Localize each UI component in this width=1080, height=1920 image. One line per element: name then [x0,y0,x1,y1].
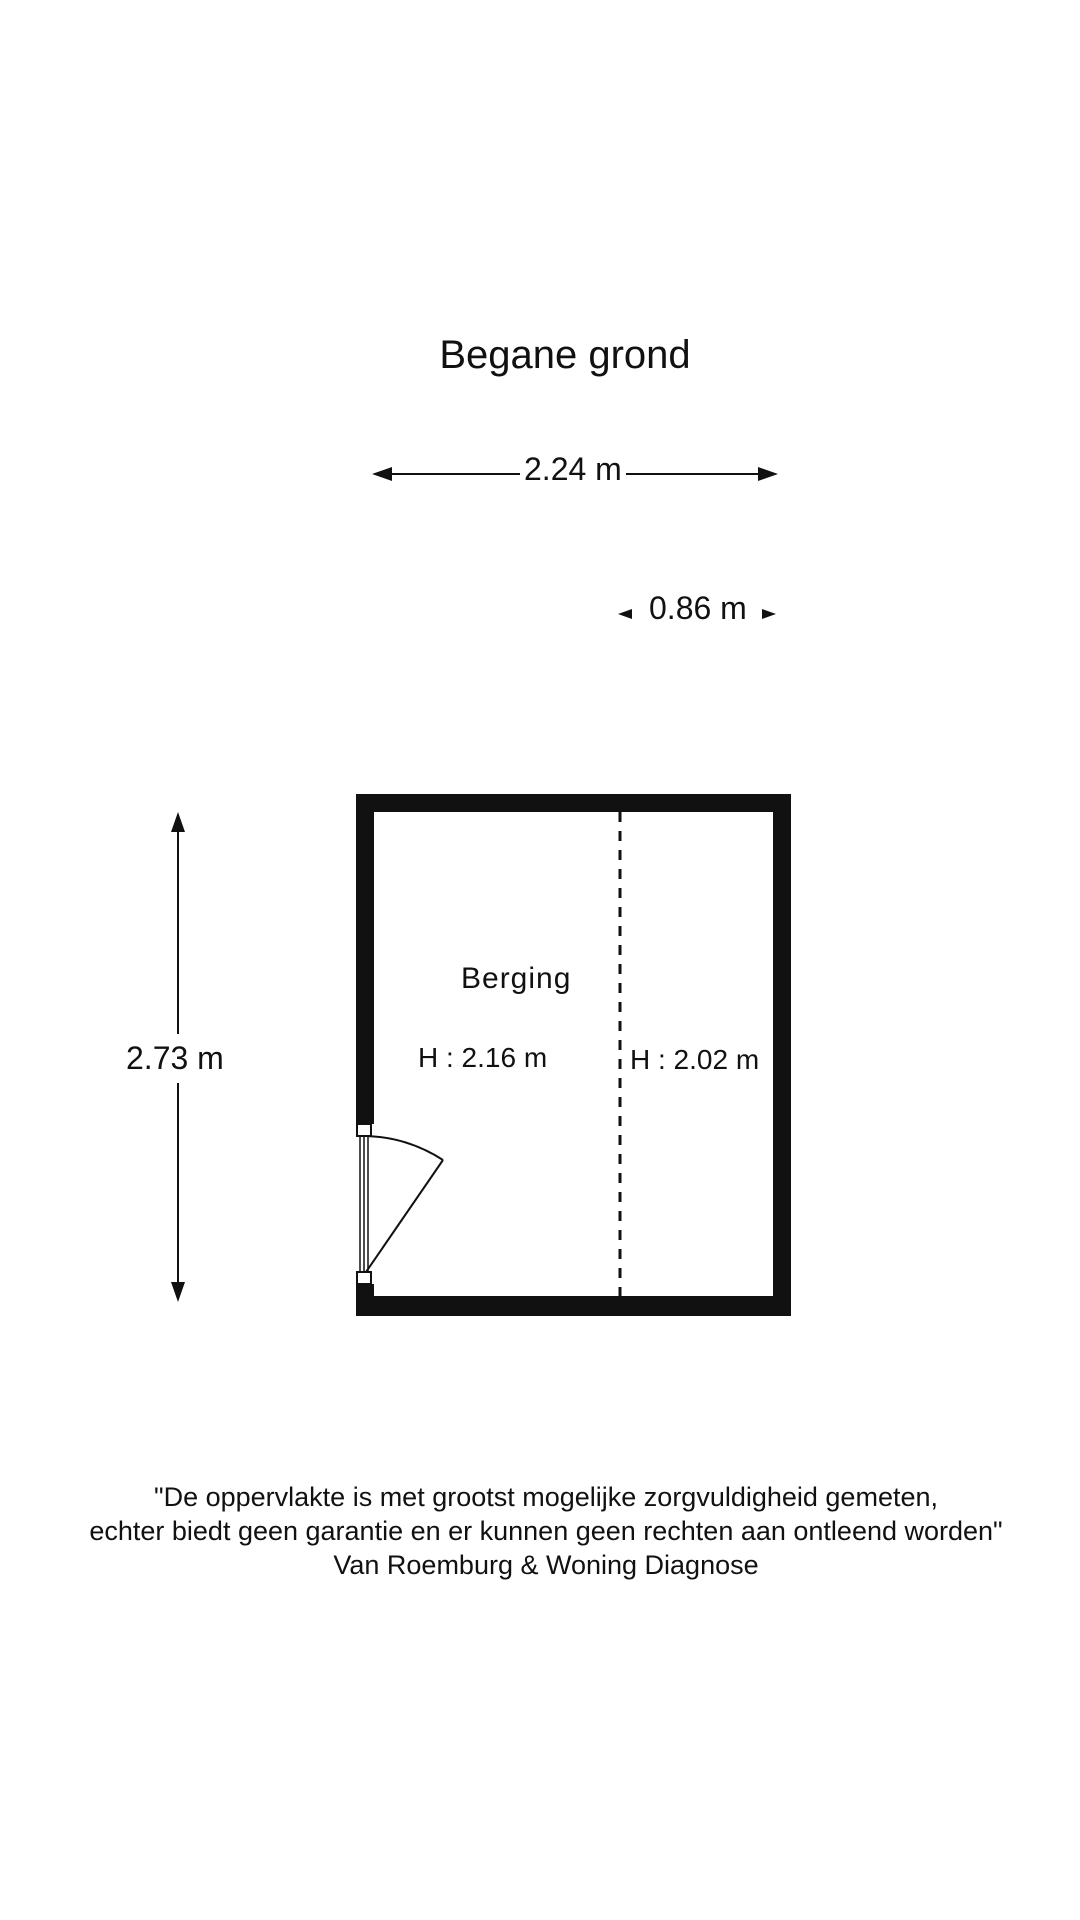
disclaimer-line-2: echter biedt geen garantie en er kunnen geen rechten aan ontleend worden" [89,1516,1003,1546]
sub-width-dimension-label: 0.86 m [645,590,751,627]
width-dimension-label: 2.24 m [520,451,626,488]
disclaimer-line-1: "De oppervlakte is met grootst mogelijke zorgvuldigheid gemeten, [154,1482,938,1512]
height-dimension-label: 2.73 m [126,1034,224,1083]
room-ceiling-height-main: H : 2.16 m [418,1042,548,1073]
disclaimer-line-3: Van Roemburg & Woning Diagnose [333,1550,759,1580]
disclaimer [0,1480,1080,1582]
room-ceiling-height-side: H : 2.02 m [630,1044,760,1075]
floor-title: Begane grond [439,333,691,377]
room-name: Berging [461,962,572,995]
door [357,1124,443,1284]
